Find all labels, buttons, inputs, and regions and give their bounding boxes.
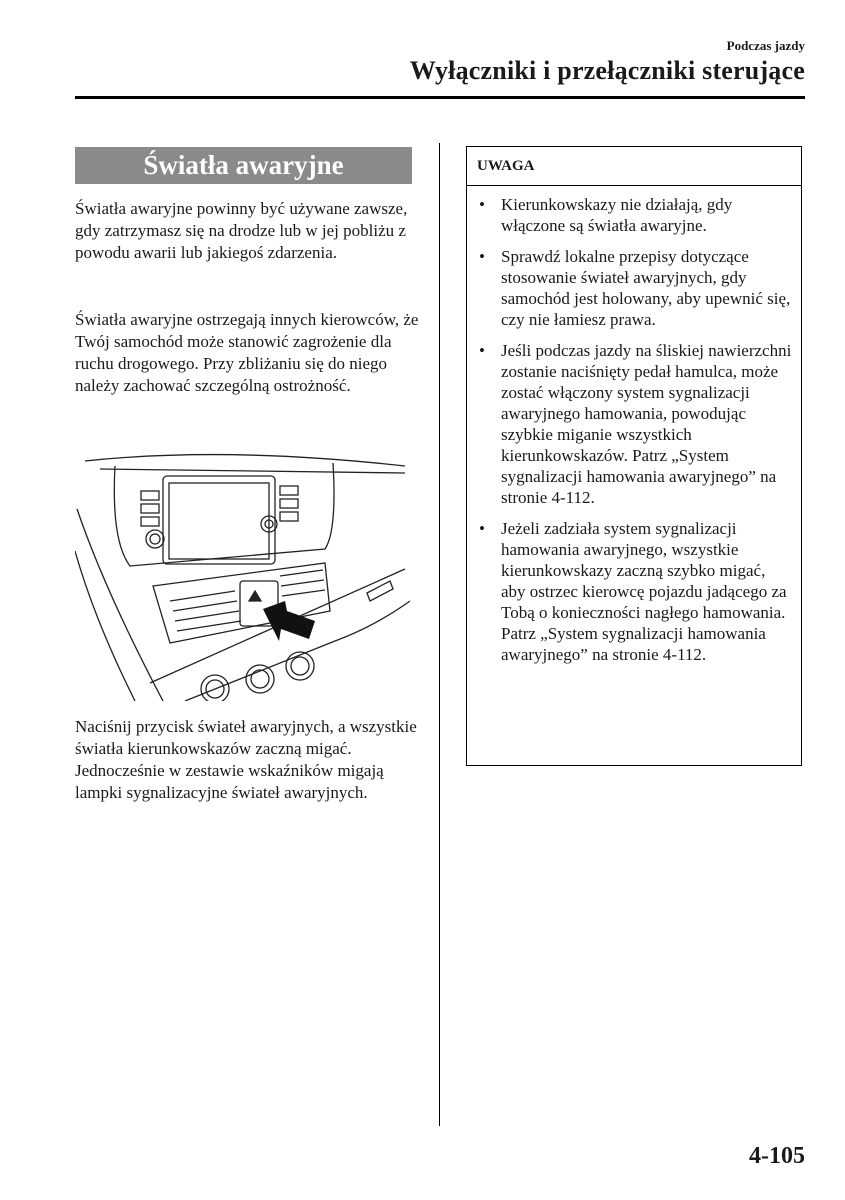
hazard-switch-illustration — [75, 451, 415, 701]
bullet-icon: • — [479, 341, 485, 360]
list-item — [467, 518, 793, 665]
list-item — [467, 246, 793, 330]
list-item-text: Kierunkowskazy nie działają, gdy włączone są światła awaryjne. — [501, 195, 733, 235]
paragraph-operation: Naciśnij przycisk świateł awaryjnych, a wszystkie światła kierunkowskazów zaczną migać. Jednocześnie w zestawie wskaźników migają lampki sygnalizacyjne świateł awaryjnych. — [75, 717, 417, 802]
bullet-icon: • — [479, 519, 485, 538]
section-title: Światła awaryjne — [75, 147, 412, 184]
page-title: Wyłączniki i przełączniki sterujące — [409, 56, 805, 85]
page-number: 4-105 — [749, 1143, 805, 1169]
bullet-icon: • — [479, 195, 485, 214]
list-item-text: Jeśli podczas jazdy na śliskiej nawierzchni zostanie naciśnięty pedał hamulca, może zostać włączony system sygnalizacji awaryjnego hamowania, powodując szybkie miganie wszystkich kierunkowskazów. Patrz „System sygnalizacji hamowania awaryjnego” na stronie 4-112. — [501, 341, 792, 507]
notice-box — [466, 146, 802, 766]
running-header-section: Podczas jazdy — [726, 38, 805, 53]
list-item — [467, 194, 793, 236]
column-divider — [439, 143, 440, 1126]
notice-label: UWAGA — [467, 147, 801, 186]
list-item — [467, 340, 793, 508]
list-item-text: Sprawdź lokalne przepisy dotyczące stosowanie świateł awaryjnych, gdy samochód jest holowany, aby upewnić się, czy nie łamiesz prawa. — [501, 247, 791, 329]
bullet-icon: • — [479, 247, 485, 266]
notice-list — [467, 186, 801, 665]
paragraph-warning-others: Światła awaryjne ostrzegają innych kierowców, że Twój samochód może stanowić zagrożenie dla ruchu drogowego. Przy zbliżaniu się do niego należy zachować szczególną ostrożność. — [75, 310, 419, 395]
paragraph-when-to-use: Światła awaryjne powinny być używane zawsze, gdy zatrzymasz się na drodze lub w jej pobliżu z powodu awarii lub jakiegoś zdarzenia. — [75, 199, 408, 262]
header-rule — [75, 96, 805, 99]
list-item-text: Jeżeli zadziała system sygnalizacji hamowania awaryjnego, wszystkie kierunkowskazy zaczną szybko migać, aby ostrzec kierowcę pojazdu jadącego za Tobą o konieczności nagłego hamowania. Patrz „System sygnalizacji hamowania awaryjnego” na stronie 4-112. — [501, 519, 787, 664]
